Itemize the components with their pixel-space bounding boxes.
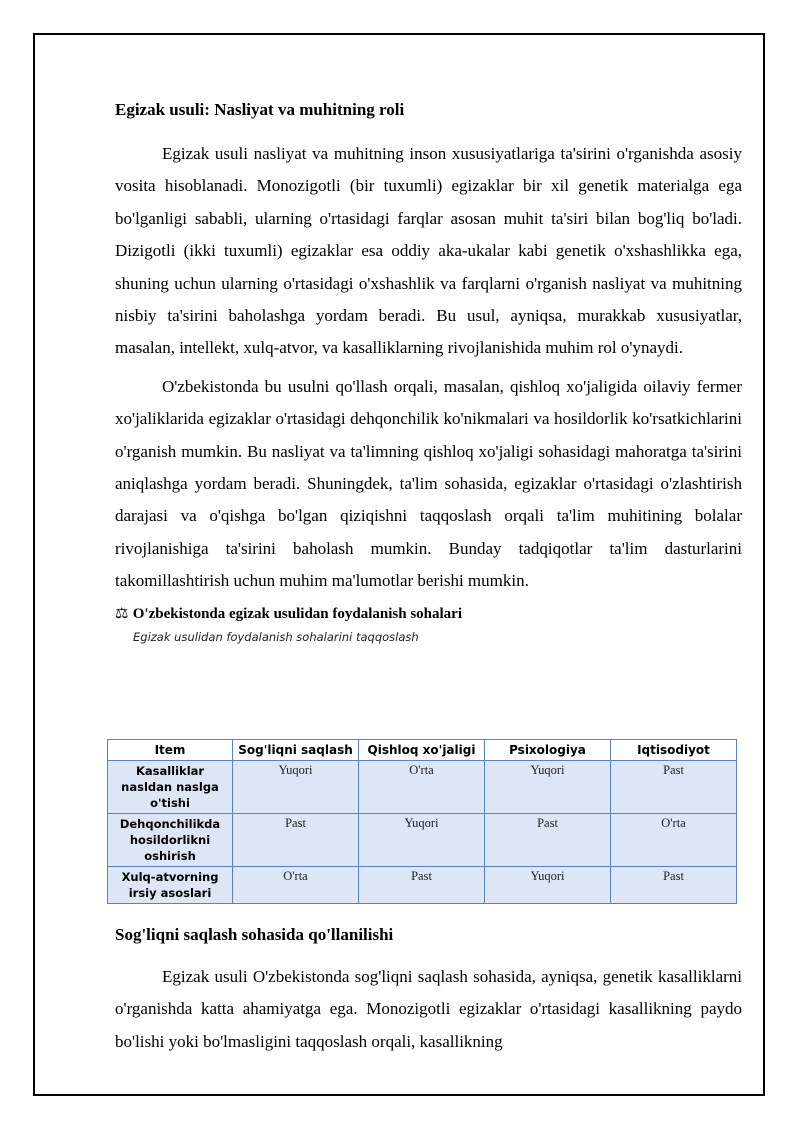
document-body: [115, 98, 742, 644]
table-cell: O'rta: [233, 867, 359, 904]
table-cell: Yuqori: [359, 814, 485, 867]
section-heading: Sog'liqni saqlash sohasida qo'llanilishi: [115, 925, 394, 944]
table-caption: Egizak usulidan foydalanish sohalarini taqqoslash: [133, 629, 419, 644]
table-row: [108, 867, 737, 904]
row-label: Dehqonchilikda hosildorlikni oshirish: [108, 814, 233, 867]
row-label: Xulq-atvorning irsiy asoslari: [108, 867, 233, 904]
body-paragraph: O'zbekistonda bu usulni qo'llash orqali, masalan, qishloq xo'jaligida oilaviy fermer xo'jaliklarida egizaklar o'rtasidagi dehqonchilik ko'nikmalari va hosildorlik ko'rsatkichlarini o'rganish mumkin. Bu nasliyat va ta'limning qishloq xo'jaligi sohasidagi mahoratga ta'sirini aniqlashga yordam beradi. Shuningdek, ta'lim sohasida, egizaklar o'rtasidagi o'zlashtirish darajasi va o'qishga bo'lgan qiziqishni taqqoslash orqali ta'lim muhitining bolalar rivojlanishiga ta'sirini baholash mumkin. Bunday tadqiqotlar ta'lim dasturlarini takomillashtirish uchun muhim ma'lumotlar berishi mumkin.: [115, 376, 742, 591]
table-row: [108, 814, 737, 867]
body-paragraph: Egizak usuli O'zbekistonda sog'liqni saqlash sohasida, ayniqsa, genetik kasalliklarni o'rganishda katta ahamiyatga ega. Monozigotli egizaklar o'rtasidagi kasallikning paydo bo'lishi yoki bo'lmasligini taqqoslash orqali, kasallikning: [115, 967, 742, 1051]
figure-title: [115, 604, 742, 624]
table-cell: Yuqori: [485, 761, 611, 814]
table-cell: Yuqori: [485, 867, 611, 904]
table-cell: Past: [233, 814, 359, 867]
table-cell: Yuqori: [233, 761, 359, 814]
section-heading: Egizak usuli: Nasliyat va muhitning roli: [115, 100, 405, 119]
table-row: [108, 761, 737, 814]
column-header: Iqtisodiyot: [611, 740, 737, 761]
figure-title-text: O'zbekistonda egizak usulidan foydalanish sohalari: [132, 605, 463, 622]
body-paragraph: Egizak usuli nasliyat va muhitning inson xususiyatlariga ta'sirini o'rganishda asosiy vosita hisoblanadi. Monozigotli (bir tuxumli) egizaklar bir xil genetik materialga ega bo'lganligi sababli, ularning o'rtasidagi farqlar asosan muhit ta'siri bilan bog'liq bo'ladi. Dizigotli (ikki tuxumli) egizaklar esa oddiy aka-ukalar kabi genetik o'xshashlikka ega, shuning uchun ularning o'rtasidagi o'xshashlik va farqlarni o'rganish nasliyat va muhitning nisbiy ta'sirini baholashga yordam beradi. Bu usul, ayniqsa, murakkab xususiyatlar, masalan, intellekt, xulq-atvor, va kasalliklarning rivojlanishida muhim rol o'ynaydi.: [115, 144, 742, 358]
row-label: Kasalliklar nasldan naslga o'tishi: [108, 761, 233, 814]
scale-icon: ⚖: [115, 605, 129, 622]
column-header: Sog'liqni saqlash: [233, 740, 359, 761]
table-cell: O'rta: [359, 761, 485, 814]
column-header: Qishloq xo'jaligi: [359, 740, 485, 761]
table-cell: Past: [359, 867, 485, 904]
table-cell: Past: [611, 761, 737, 814]
table-header-row: [108, 740, 737, 761]
table-cell: O'rta: [611, 814, 737, 867]
column-header: Item: [108, 740, 233, 761]
comparison-table: [107, 739, 737, 904]
table-cell: Past: [611, 867, 737, 904]
column-header: Psixologiya: [485, 740, 611, 761]
table-cell: Past: [485, 814, 611, 867]
